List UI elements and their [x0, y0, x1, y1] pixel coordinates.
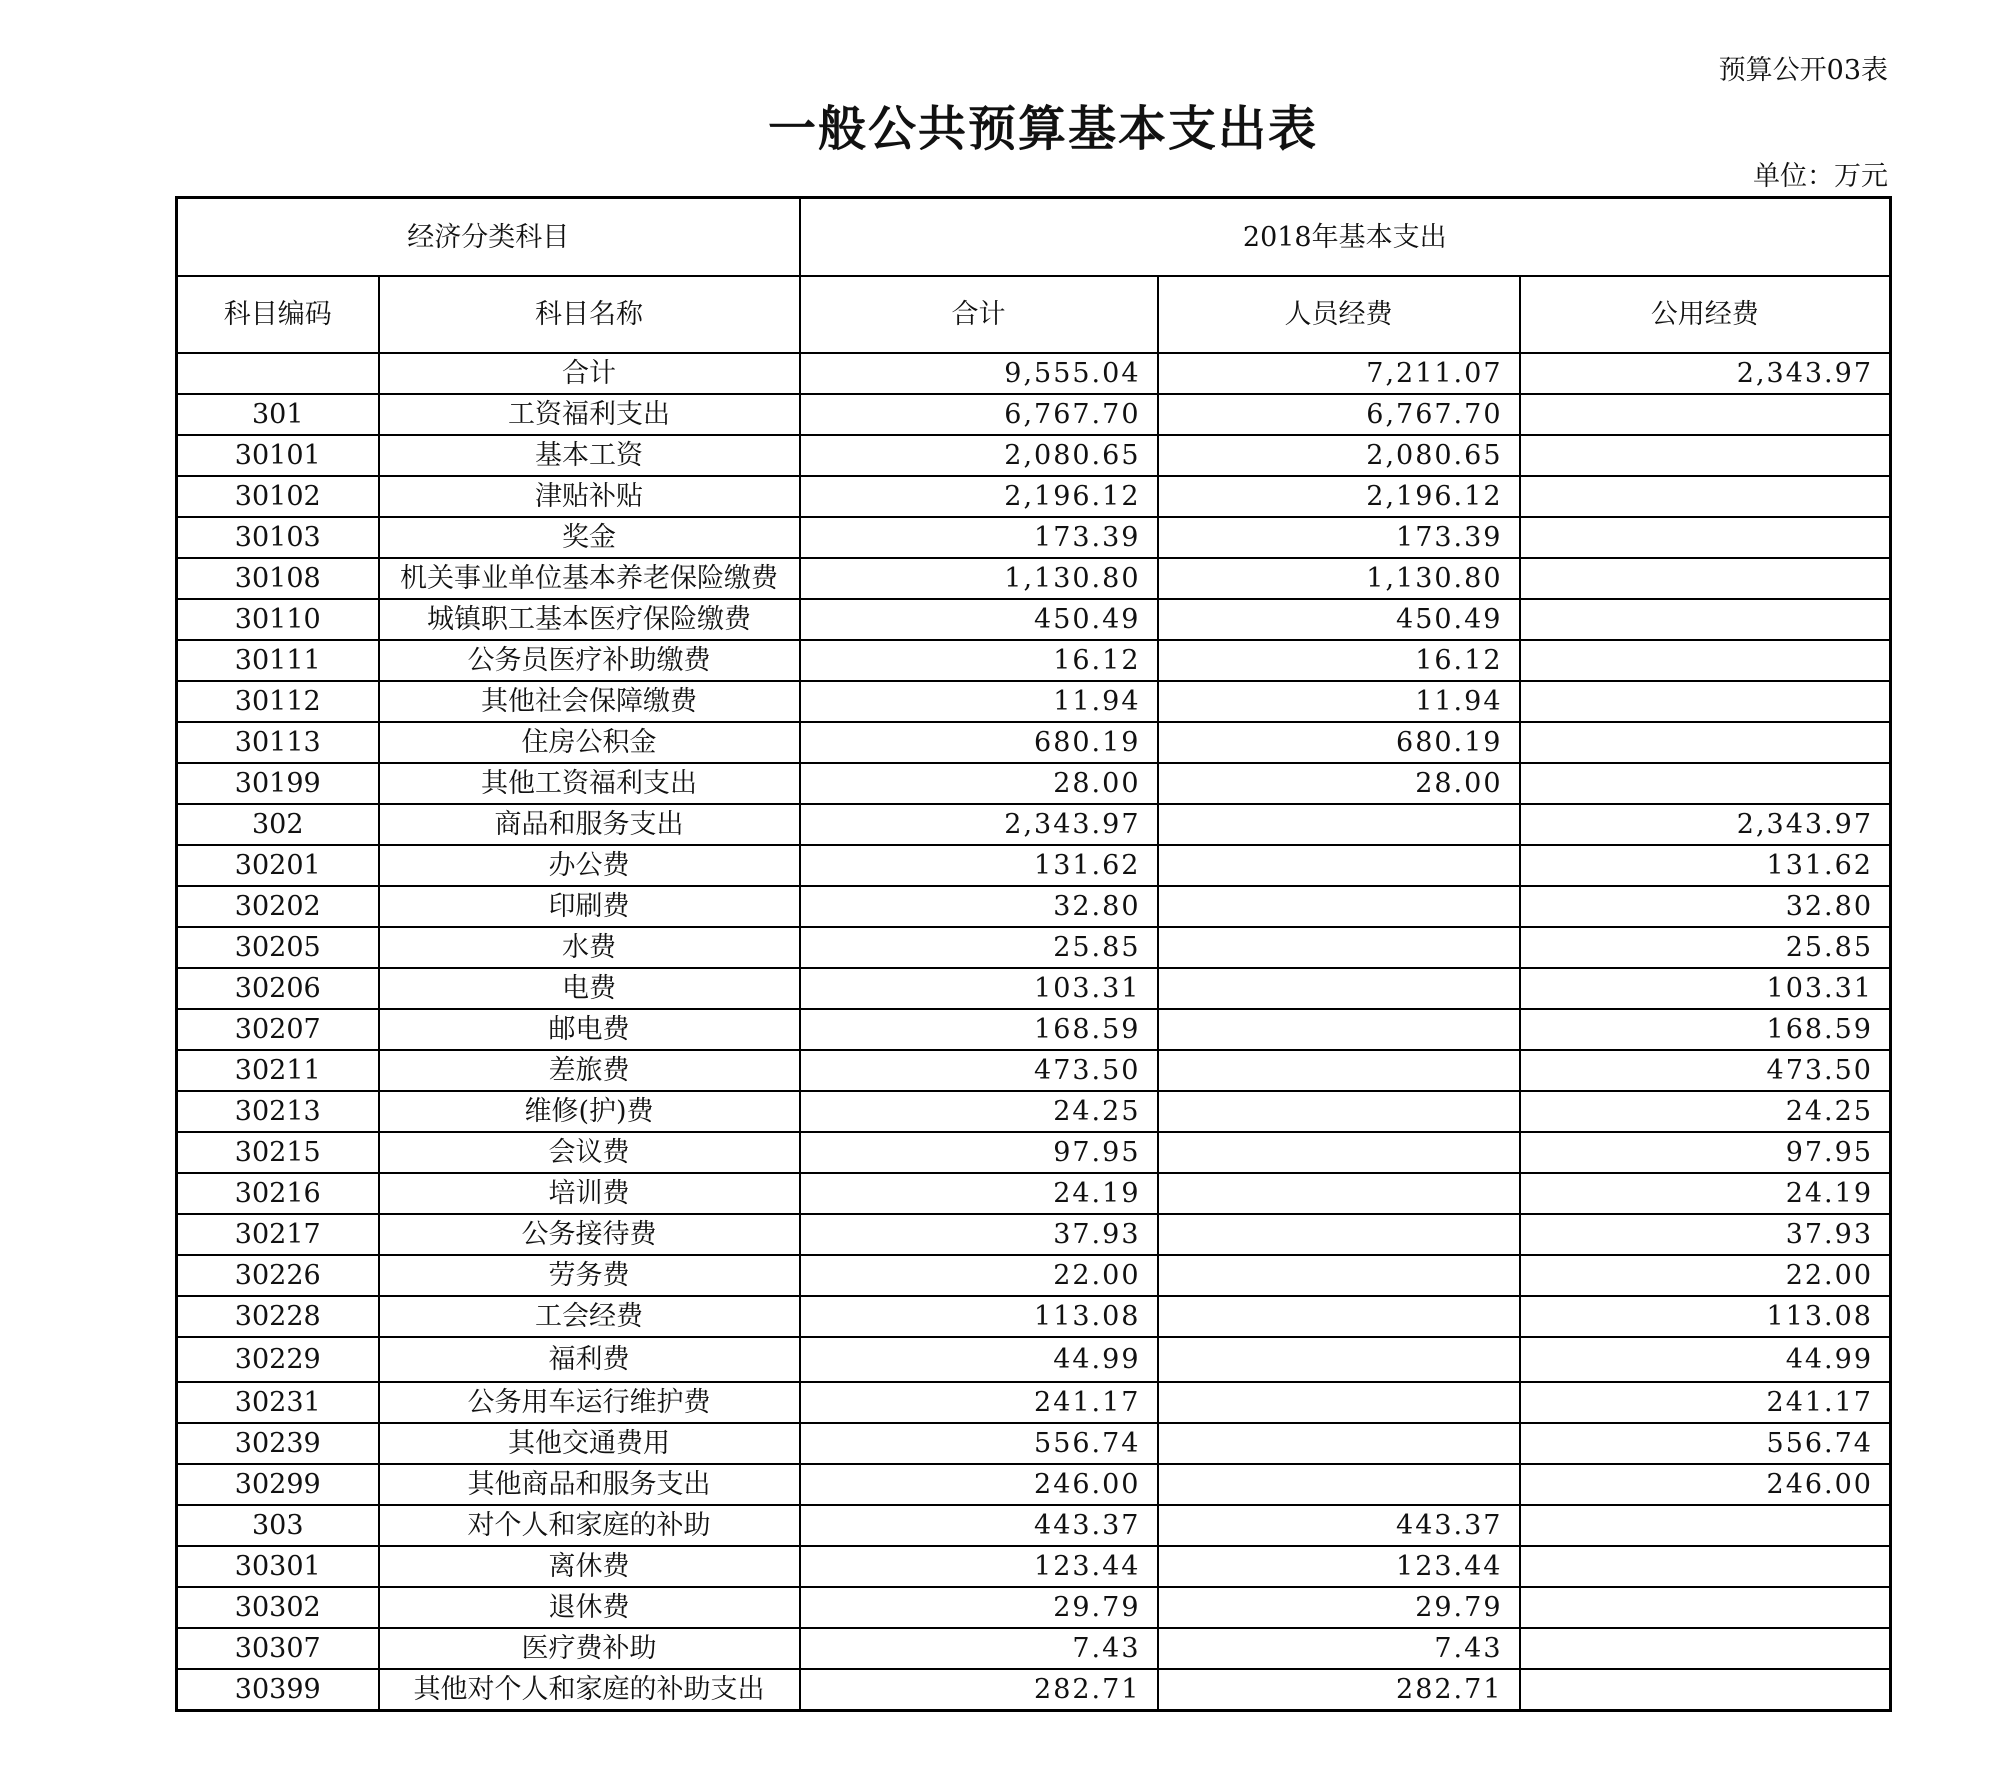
cell-total: 123.44 — [800, 1546, 1158, 1587]
table-row — [177, 1009, 1891, 1050]
cell-code: 30101 — [177, 435, 379, 476]
table-row — [177, 435, 1891, 476]
cell-personnel: 123.44 — [1158, 1546, 1520, 1587]
cell-personnel: 29.79 — [1158, 1587, 1520, 1628]
cell-personnel: 2,196.12 — [1158, 476, 1520, 517]
cell-name: 其他交通费用 — [379, 1423, 800, 1464]
cell-personnel — [1158, 927, 1520, 968]
cell-total: 680.19 — [800, 722, 1158, 763]
cell-code: 30113 — [177, 722, 379, 763]
cell-personnel — [1158, 886, 1520, 927]
cell-public — [1520, 435, 1891, 476]
cell-public — [1520, 763, 1891, 804]
cell-name: 差旅费 — [379, 1050, 800, 1091]
table-row — [177, 1337, 1891, 1382]
cell-code: 30110 — [177, 599, 379, 640]
table-row — [177, 476, 1891, 517]
table-row — [177, 558, 1891, 599]
table-row — [177, 927, 1891, 968]
cell-code: 30207 — [177, 1009, 379, 1050]
cell-personnel — [1158, 1296, 1520, 1337]
cell-public — [1520, 1669, 1891, 1710]
table-row — [177, 1505, 1891, 1546]
group-header-row — [177, 198, 1891, 277]
cell-code: 30399 — [177, 1669, 379, 1710]
cell-name: 机关事业单位基本养老保险缴费 — [379, 558, 800, 599]
cell-name: 离休费 — [379, 1546, 800, 1587]
cell-total: 32.80 — [800, 886, 1158, 927]
cell-public: 113.08 — [1520, 1296, 1891, 1337]
cell-total: 1,130.80 — [800, 558, 1158, 599]
cell-name: 其他商品和服务支出 — [379, 1464, 800, 1505]
cell-code: 30229 — [177, 1337, 379, 1382]
table-row — [177, 886, 1891, 927]
cell-code: 30301 — [177, 1546, 379, 1587]
cell-code: 30108 — [177, 558, 379, 599]
cell-name: 其他社会保障缴费 — [379, 681, 800, 722]
table-row — [177, 1091, 1891, 1132]
cell-public: 241.17 — [1520, 1382, 1891, 1423]
cell-code: 30201 — [177, 845, 379, 886]
cell-personnel — [1158, 968, 1520, 1009]
cell-total: 24.19 — [800, 1173, 1158, 1214]
cell-personnel: 450.49 — [1158, 599, 1520, 640]
cell-public — [1520, 599, 1891, 640]
table-row — [177, 1464, 1891, 1505]
cell-personnel — [1158, 1423, 1520, 1464]
cell-total: 25.85 — [800, 927, 1158, 968]
cell-code: 30206 — [177, 968, 379, 1009]
cell-total: 9,555.04 — [800, 353, 1158, 394]
cell-public — [1520, 476, 1891, 517]
cell-public — [1520, 640, 1891, 681]
cell-public: 473.50 — [1520, 1050, 1891, 1091]
cell-personnel: 7.43 — [1158, 1628, 1520, 1669]
cell-total: 443.37 — [800, 1505, 1158, 1546]
cell-total: 450.49 — [800, 599, 1158, 640]
cell-name: 其他工资福利支出 — [379, 763, 800, 804]
table-row — [177, 1173, 1891, 1214]
cell-public — [1520, 394, 1891, 435]
cell-personnel: 680.19 — [1158, 722, 1520, 763]
cell-personnel — [1158, 804, 1520, 845]
cell-personnel — [1158, 1050, 1520, 1091]
table-row — [177, 1050, 1891, 1091]
cell-code — [177, 353, 379, 394]
cell-personnel: 443.37 — [1158, 1505, 1520, 1546]
table-body — [177, 353, 1891, 1710]
cell-personnel — [1158, 845, 1520, 886]
cell-public: 168.59 — [1520, 1009, 1891, 1050]
form-code: 预算公开03表 — [1718, 55, 1888, 86]
table-row — [177, 1546, 1891, 1587]
cell-name: 工会经费 — [379, 1296, 800, 1337]
table-row — [177, 1296, 1891, 1337]
cell-name: 医疗费补助 — [379, 1628, 800, 1669]
table-row — [177, 804, 1891, 845]
cell-name: 住房公积金 — [379, 722, 800, 763]
column-header-public: 公用经费 — [1520, 276, 1891, 353]
cell-public: 2,343.97 — [1520, 353, 1891, 394]
cell-total: 7.43 — [800, 1628, 1158, 1669]
cell-total: 6,767.70 — [800, 394, 1158, 435]
cell-public: 22.00 — [1520, 1255, 1891, 1296]
cell-name: 合计 — [379, 353, 800, 394]
cell-public: 24.25 — [1520, 1091, 1891, 1132]
cell-name: 培训费 — [379, 1173, 800, 1214]
cell-personnel: 28.00 — [1158, 763, 1520, 804]
cell-name: 退休费 — [379, 1587, 800, 1628]
cell-personnel: 16.12 — [1158, 640, 1520, 681]
table-row — [177, 1382, 1891, 1423]
cell-personnel — [1158, 1255, 1520, 1296]
cell-name: 邮电费 — [379, 1009, 800, 1050]
table-row — [177, 394, 1891, 435]
cell-name: 电费 — [379, 968, 800, 1009]
cell-name: 奖金 — [379, 517, 800, 558]
cell-public — [1520, 517, 1891, 558]
cell-total: 2,343.97 — [800, 804, 1158, 845]
table-row — [177, 353, 1891, 394]
table-row — [177, 1214, 1891, 1255]
cell-public: 246.00 — [1520, 1464, 1891, 1505]
table-row — [177, 1628, 1891, 1669]
cell-code: 30205 — [177, 927, 379, 968]
cell-code: 30239 — [177, 1423, 379, 1464]
cell-code: 30228 — [177, 1296, 379, 1337]
cell-personnel — [1158, 1464, 1520, 1505]
table-row — [177, 1132, 1891, 1173]
cell-total: 28.00 — [800, 763, 1158, 804]
cell-code: 30217 — [177, 1214, 379, 1255]
table-row — [177, 640, 1891, 681]
cell-personnel: 282.71 — [1158, 1669, 1520, 1710]
cell-total: 29.79 — [800, 1587, 1158, 1628]
cell-public: 25.85 — [1520, 927, 1891, 968]
table-row — [177, 763, 1891, 804]
table-row — [177, 968, 1891, 1009]
cell-code: 30103 — [177, 517, 379, 558]
cell-code: 30215 — [177, 1132, 379, 1173]
cell-name: 工资福利支出 — [379, 394, 800, 435]
cell-public: 24.19 — [1520, 1173, 1891, 1214]
cell-code: 30302 — [177, 1587, 379, 1628]
cell-total: 131.62 — [800, 845, 1158, 886]
cell-total: 103.31 — [800, 968, 1158, 1009]
cell-name: 对个人和家庭的补助 — [379, 1505, 800, 1546]
cell-total: 11.94 — [800, 681, 1158, 722]
cell-public: 556.74 — [1520, 1423, 1891, 1464]
cell-total: 246.00 — [800, 1464, 1158, 1505]
cell-personnel — [1158, 1214, 1520, 1255]
cell-personnel — [1158, 1009, 1520, 1050]
column-header-code: 科目编码 — [177, 276, 379, 353]
cell-code: 30216 — [177, 1173, 379, 1214]
cell-code: 30111 — [177, 640, 379, 681]
cell-public: 37.93 — [1520, 1214, 1891, 1255]
cell-name: 公务接待费 — [379, 1214, 800, 1255]
cell-personnel: 173.39 — [1158, 517, 1520, 558]
cell-total: 24.25 — [800, 1091, 1158, 1132]
cell-total: 37.93 — [800, 1214, 1158, 1255]
cell-code: 30307 — [177, 1628, 379, 1669]
cell-total: 241.17 — [800, 1382, 1158, 1423]
cell-personnel: 6,767.70 — [1158, 394, 1520, 435]
cell-code: 30213 — [177, 1091, 379, 1132]
cell-personnel: 1,130.80 — [1158, 558, 1520, 599]
cell-name: 商品和服务支出 — [379, 804, 800, 845]
cell-public: 44.99 — [1520, 1337, 1891, 1382]
column-header-row — [177, 276, 1891, 353]
cell-code: 30226 — [177, 1255, 379, 1296]
cell-public — [1520, 1628, 1891, 1669]
cell-public — [1520, 558, 1891, 599]
group-header-basic-expenditure: 2018年基本支出 — [800, 198, 1891, 277]
cell-total: 282.71 — [800, 1669, 1158, 1710]
table-row — [177, 517, 1891, 558]
cell-name: 印刷费 — [379, 886, 800, 927]
cell-name: 城镇职工基本医疗保险缴费 — [379, 599, 800, 640]
cell-name: 办公费 — [379, 845, 800, 886]
cell-name: 劳务费 — [379, 1255, 800, 1296]
cell-total: 22.00 — [800, 1255, 1158, 1296]
cell-personnel — [1158, 1132, 1520, 1173]
page-title: 一般公共预算基本支出表 — [767, 101, 1318, 157]
group-header-economic-class: 经济分类科目 — [177, 198, 800, 277]
cell-code: 30102 — [177, 476, 379, 517]
cell-code: 30112 — [177, 681, 379, 722]
cell-total: 44.99 — [800, 1337, 1158, 1382]
column-header-name: 科目名称 — [379, 276, 800, 353]
cell-personnel — [1158, 1337, 1520, 1382]
cell-code: 30202 — [177, 886, 379, 927]
cell-personnel: 7,211.07 — [1158, 353, 1520, 394]
cell-code: 302 — [177, 804, 379, 845]
cell-total: 173.39 — [800, 517, 1158, 558]
cell-personnel — [1158, 1382, 1520, 1423]
table-row — [177, 1255, 1891, 1296]
cell-total: 97.95 — [800, 1132, 1158, 1173]
cell-public — [1520, 681, 1891, 722]
column-header-total: 合计 — [800, 276, 1158, 353]
cell-name: 水费 — [379, 927, 800, 968]
cell-public: 32.80 — [1520, 886, 1891, 927]
cell-personnel — [1158, 1091, 1520, 1132]
table-row — [177, 1423, 1891, 1464]
cell-name: 公务用车运行维护费 — [379, 1382, 800, 1423]
table-row — [177, 1669, 1891, 1710]
cell-public: 2,343.97 — [1520, 804, 1891, 845]
cell-name: 维修(护)费 — [379, 1091, 800, 1132]
cell-personnel: 11.94 — [1158, 681, 1520, 722]
table-row — [177, 845, 1891, 886]
cell-code: 303 — [177, 1505, 379, 1546]
cell-public — [1520, 1546, 1891, 1587]
cell-public — [1520, 1587, 1891, 1628]
cell-total: 2,080.65 — [800, 435, 1158, 476]
cell-total: 113.08 — [800, 1296, 1158, 1337]
cell-public: 103.31 — [1520, 968, 1891, 1009]
cell-total: 16.12 — [800, 640, 1158, 681]
cell-personnel: 2,080.65 — [1158, 435, 1520, 476]
unit-label: 单位：万元 — [1753, 161, 1888, 192]
cell-name: 福利费 — [379, 1337, 800, 1382]
cell-total: 2,196.12 — [800, 476, 1158, 517]
column-header-personnel: 人员经费 — [1158, 276, 1520, 353]
cell-name: 公务员医疗补助缴费 — [379, 640, 800, 681]
cell-name: 会议费 — [379, 1132, 800, 1173]
cell-total: 556.74 — [800, 1423, 1158, 1464]
cell-public: 97.95 — [1520, 1132, 1891, 1173]
cell-public — [1520, 722, 1891, 763]
table-row — [177, 722, 1891, 763]
cell-code: 30199 — [177, 763, 379, 804]
cell-total: 473.50 — [800, 1050, 1158, 1091]
cell-name: 津贴补贴 — [379, 476, 800, 517]
cell-code: 301 — [177, 394, 379, 435]
table-row — [177, 681, 1891, 722]
table-row — [177, 1587, 1891, 1628]
table-row — [177, 599, 1891, 640]
cell-code: 30299 — [177, 1464, 379, 1505]
budget-table — [175, 196, 1892, 1712]
cell-name: 基本工资 — [379, 435, 800, 476]
cell-public: 131.62 — [1520, 845, 1891, 886]
cell-code: 30211 — [177, 1050, 379, 1091]
cell-personnel — [1158, 1173, 1520, 1214]
cell-name: 其他对个人和家庭的补助支出 — [379, 1669, 800, 1710]
cell-total: 168.59 — [800, 1009, 1158, 1050]
cell-public — [1520, 1505, 1891, 1546]
cell-code: 30231 — [177, 1382, 379, 1423]
